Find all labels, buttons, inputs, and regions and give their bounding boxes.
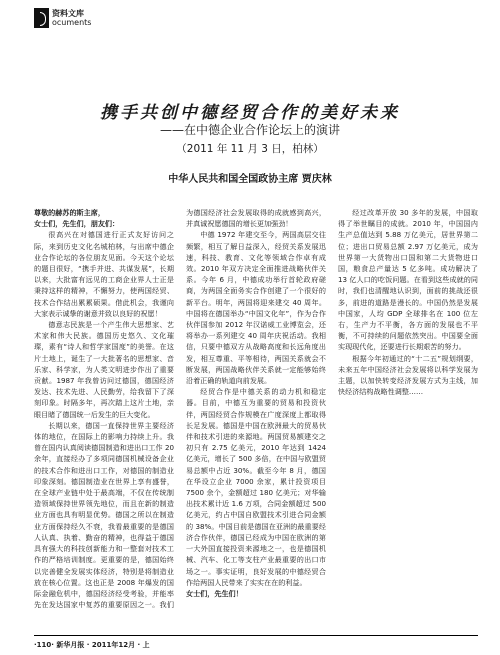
footer-rule (34, 635, 478, 636)
article-dateline: （2011 年 11 月 3 日，柏林） (176, 143, 324, 155)
body-paragraph: 德意志民族是一个产生伟大思想家、艺术家和伟大民族。德国历史悠久、文化璀璨，素有“诗人和哲学家国度”的美誉。在这片土地上，诞生了一大批著名的思想家、音乐家、科学家，为人类文明进步作出了重要贡献。1987 年我曾访问过德国，德国经济发达、技术先进、人民勤劳，给我留下了深刻印象。时隔多年，再次踏上这片土地，亲眼目睹了德国统一后发生的巨大变化。 (34, 320, 174, 419)
article-author: 中华人民共和国全国政协主席 贾庆林 (168, 174, 332, 185)
article-body (34, 207, 478, 619)
body-paragraph: 根据今年初通过的“十二五”规划纲要，未来五年中国经济社会发展将以科学发展为主题，以加快转变经济发展方式为主线，加快经济结构战略性调整…… (338, 353, 478, 397)
logo-text (52, 9, 91, 27)
article-subtitle: ——在中德企业合作论坛上的演讲 (159, 123, 340, 137)
body-paragraph: 很高兴在对德国进行正式友好访问之际，来到历史文化名城柏林，与出席中德企业合作论坛的各位朋友见面。今天这个论坛的题目很好，“携手并进、共谋发展”，长期以来，大批富有远见的工商企业界人士正是秉持这样的精神，不懈努力，使两国经贸、技术合作结出累累硕果。借此机会，我谨向大家表示诚挚的谢意并致以良好的祝愿！ (34, 230, 174, 318)
salutation-line: 女士们，先生们，朋友们： (34, 219, 120, 229)
footer-page-info: ·110· 新华月报 · 2011年12月 · 上 (34, 641, 150, 649)
body-paragraph: 中德 1972 年建交至今，两国高层交往频繁，相互了解日益深入，经贸关系发展迅速，科技、教育、文化等领域合作卓有成效。2010 年双方决定全面推进战略伙伴关系。今年 6 月，中德成功举行首轮政府磋商，为两国全面务实合作创建了一个很好的新平台。明年，两国将迎来建交 40 周年。中国将在德国举办“中国文化年”，作为合作伙伴国参加 2012 年汉诺威工业博览会，还将举办一系列建交 40 周年庆祝活动。我相信，只要中德双方从战略高度和长远角度出发，相互尊重、平等相待，两国关系就会不断发展，两国战略伙伴关系就一定能够始终沿着正确的轨道向前发展。 (186, 230, 326, 386)
logo-en: ocuments (52, 18, 92, 27)
salutation-line: 尊敬的赫苏的斯主席， (34, 208, 105, 217)
body-paragraph: 经贸合作是中德关系的动力机和稳定器。目前，中德互为重要的贸易和投资伙伴，两国经贸合作规模在广度深度上都取得长足发展。德国是中国在欧洲最大的贸易伙伴和技术引进的来源地。两国贸易额建交之初只有 2.75 亿美元，2010 年达到 1424 亿美元，增长了 500 多倍，在中国与欧盟贸易总额中占近 30%。截至今年 8 月，德国在华设立企业 7000 余家，累计投资项目 7500 余个，金额超过 180 亿美元；对华输出技术累计近 1.6 万项，合同金额超过 500 亿美元，约占中国自欧盟技术引进合同金额的 38%。中国目前是德国在亚洲的最重要经济合作伙伴，德国已经成为中国在欧洲的第一大外国直接投资来源地之一，也是德国机械、汽车、化工等支柱产业最重要的出口市场之一。事实证明，良好发展的中德经贸合作给两国人民带来了实实在在的利益。 (186, 387, 326, 587)
body-paragraph: 经过改革开放 30 多年的发展，中国取得了举世瞩目的成就。2010 年，中国国内生产总值达到 5.88 万亿美元，居世界第二位；进出口贸易总额 2.97 万亿美元，成为世界第一大货物出口国和第二大货物进口国，粮食总产量达 5 亿多吨。成功解决了 13 亿人口的吃饭问题。在看到这些成就的同时，我们也清醒地认识到，面前的挑战还很多，前进的道路是漫长的。中国仍然是发展中国家，人均 GDP 全球排名在 100 位左右，生产力不平衡，各方面的发展也不平衡，不可持续的问题依然突出。中国要全面实现现代化，还要进行长期艰苦的努力。 (338, 208, 478, 352)
logo-d-icon (34, 8, 49, 28)
logo-cn: 资料文库 (52, 9, 84, 18)
magazine-logo (34, 8, 91, 28)
salutation-line: 女士们，先生们！ (186, 588, 243, 598)
body-paragraph: 长期以来，德国一直保持世界主要经济体的地位，在国际上的影响力持续上升。我曾在国内认真阅读德国制造和进出口工作 20 余年，直接经办了多项同德国机械设备企业的技术合作和进出口工作，对德国的制造业印象深刻。德国制造业在世界上享有盛誉，在全球产业链中处于最高端，不仅在传统制造领域保持世界领先地位，而且在新的制造业方面也具有明显优势。德国之所以在制造业方面保持经久不衰，我看最重要的是德国人认真、执着、勤奋的精神，也得益于德国具有强大的科技创新能力和一整套对技术工作的严格培训制度。更重要的是，德国始终以完善健全发展实体经济，特别是将制造业放在核心位置。这也正是 2008 年爆发的国际金融危机中，德国经济经受考验，并能率先在发达国家中复苏的重要原因之一。我们为德国经济社会发展取得的成就感到高兴，并真诚祝愿德国的增长更加强劲！ (34, 208, 326, 610)
article-title: 携手共创中德经贸合作的美好未来 (100, 103, 400, 123)
